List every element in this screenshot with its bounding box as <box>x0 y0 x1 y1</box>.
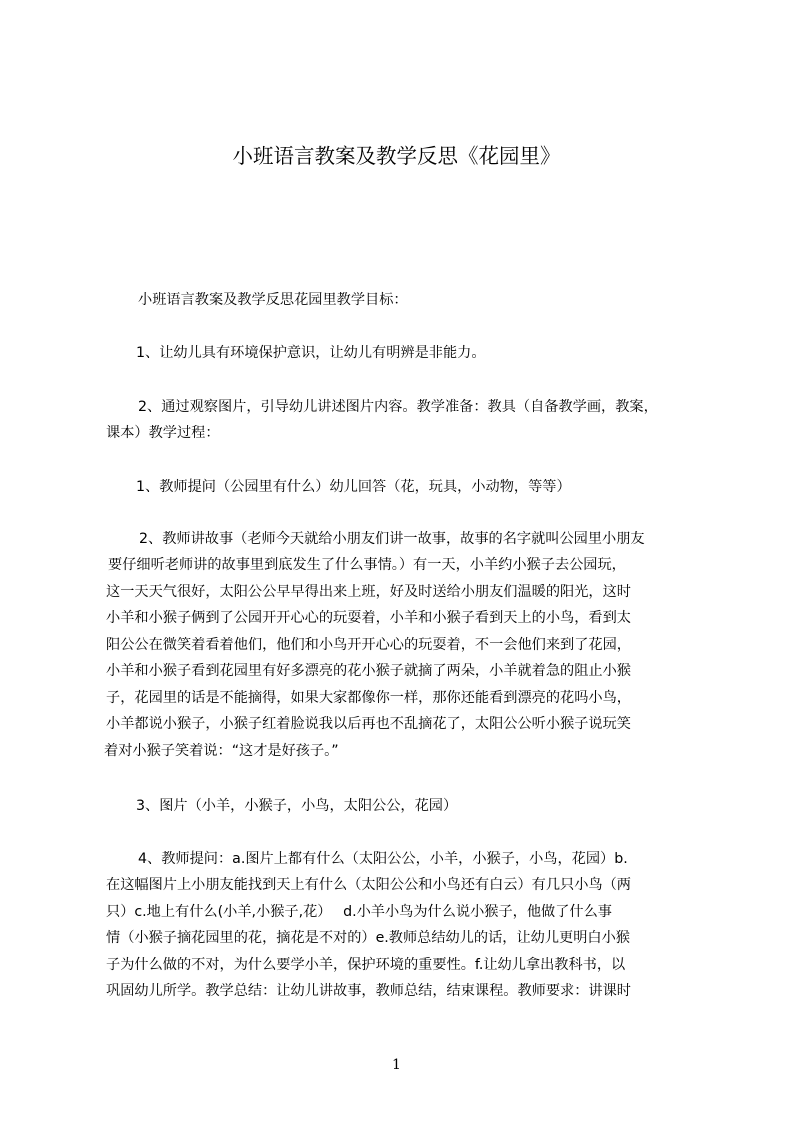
goal-2-line-2: 课本）教学过程： <box>106 425 220 441</box>
step-2-line-4: 小羊和小猴子俩到了公园开开心心的玩耍着，小羊和小猴子看到天上的小鸟，看到太 <box>106 610 631 626</box>
document-title: 小班语言教案及教学反思《花园里》 <box>232 144 561 168</box>
step-2-line-7: 子，花园里的话是不能摘得，如果大家都像你一样，那你还能看到漂亮的花吗小鸟， <box>106 690 631 706</box>
step-2-line-9: 着对小猴子笑着说：“这才是好孩子。” <box>104 743 339 759</box>
step-4-line-1: 4、教师提问：a.图片上都有什么（太阳公公，小羊，小猴子，小鸟，花园）b. <box>138 851 628 867</box>
step-4-line-6: 巩固幼儿所学。教学总结：让幼儿讲故事，教师总结，结束课程。教师要求：讲课时 <box>106 983 631 999</box>
step-4-line-2: 在这幅图片上小朋友能找到天上有什么（太阳公公和小鸟还有白云）有几只小鸟（两 <box>106 877 631 893</box>
goal-2-line-1: 2、通过观察图片，引导幼儿讲述图片内容。教学准备：教具（自备教学画，教案， <box>138 399 658 415</box>
step-2-line-6: 小羊和小猴子看到花园里有好多漂亮的花小猴子就摘了两朵，小羊就着急的阻止小猴 <box>106 663 631 679</box>
step-1-line: 1、教师提问（公园里有什么）幼儿回答（花，玩具，小动物，等等） <box>136 479 571 495</box>
step-2-line-3: 这一天天气很好，太阳公公早早得出来上班，好及时送给小朋友们温暖的阳光，这时 <box>106 584 631 600</box>
step-4-line-5: 子为什么做的不对，为什么要学小羊，保护环境的重要性。f.让幼儿拿出教科书，以 <box>106 957 626 973</box>
step-2-line-8: 小羊都说小猴子，小猴子红着脸说我以后再也不乱摘花了，太阳公公听小猴子说玩笑 <box>106 716 631 732</box>
step-4-line-3: 只）c.地上有什么(小羊,小猴子,花） d.小羊小鸟为什么说小猴子，他做了什么事 <box>106 904 612 920</box>
goal-1-line: 1、让幼儿具有环境保护意识，让幼儿有明辨是非能力。 <box>136 345 486 361</box>
page-number: 1 <box>392 1057 401 1073</box>
step-2-line-2: 要仔细听老师讲的故事里到底发生了什么事情。）有一天，小羊约小猴子去公园玩， <box>108 557 626 573</box>
step-2-line-5: 阳公公在微笑着看着他们，他们和小鸟开开心心的玩耍着，不一会他们来到了花园， <box>106 637 631 653</box>
step-2-line-1: 2、教师讲故事（老师今天就给小朋友们讲一故事，故事的名字就叫公园里小朋友 <box>139 531 645 547</box>
intro-line: 小班语言教案及教学反思花园里教学目标： <box>138 292 408 308</box>
step-4-line-4: 情（小猴子摘花园里的花，摘花是不对的）e.教师总结幼儿的话，让幼儿更明白小猴 <box>106 930 630 946</box>
step-3-line: 3、图片（小羊，小猴子，小鸟，太阳公公，花园） <box>136 798 458 814</box>
